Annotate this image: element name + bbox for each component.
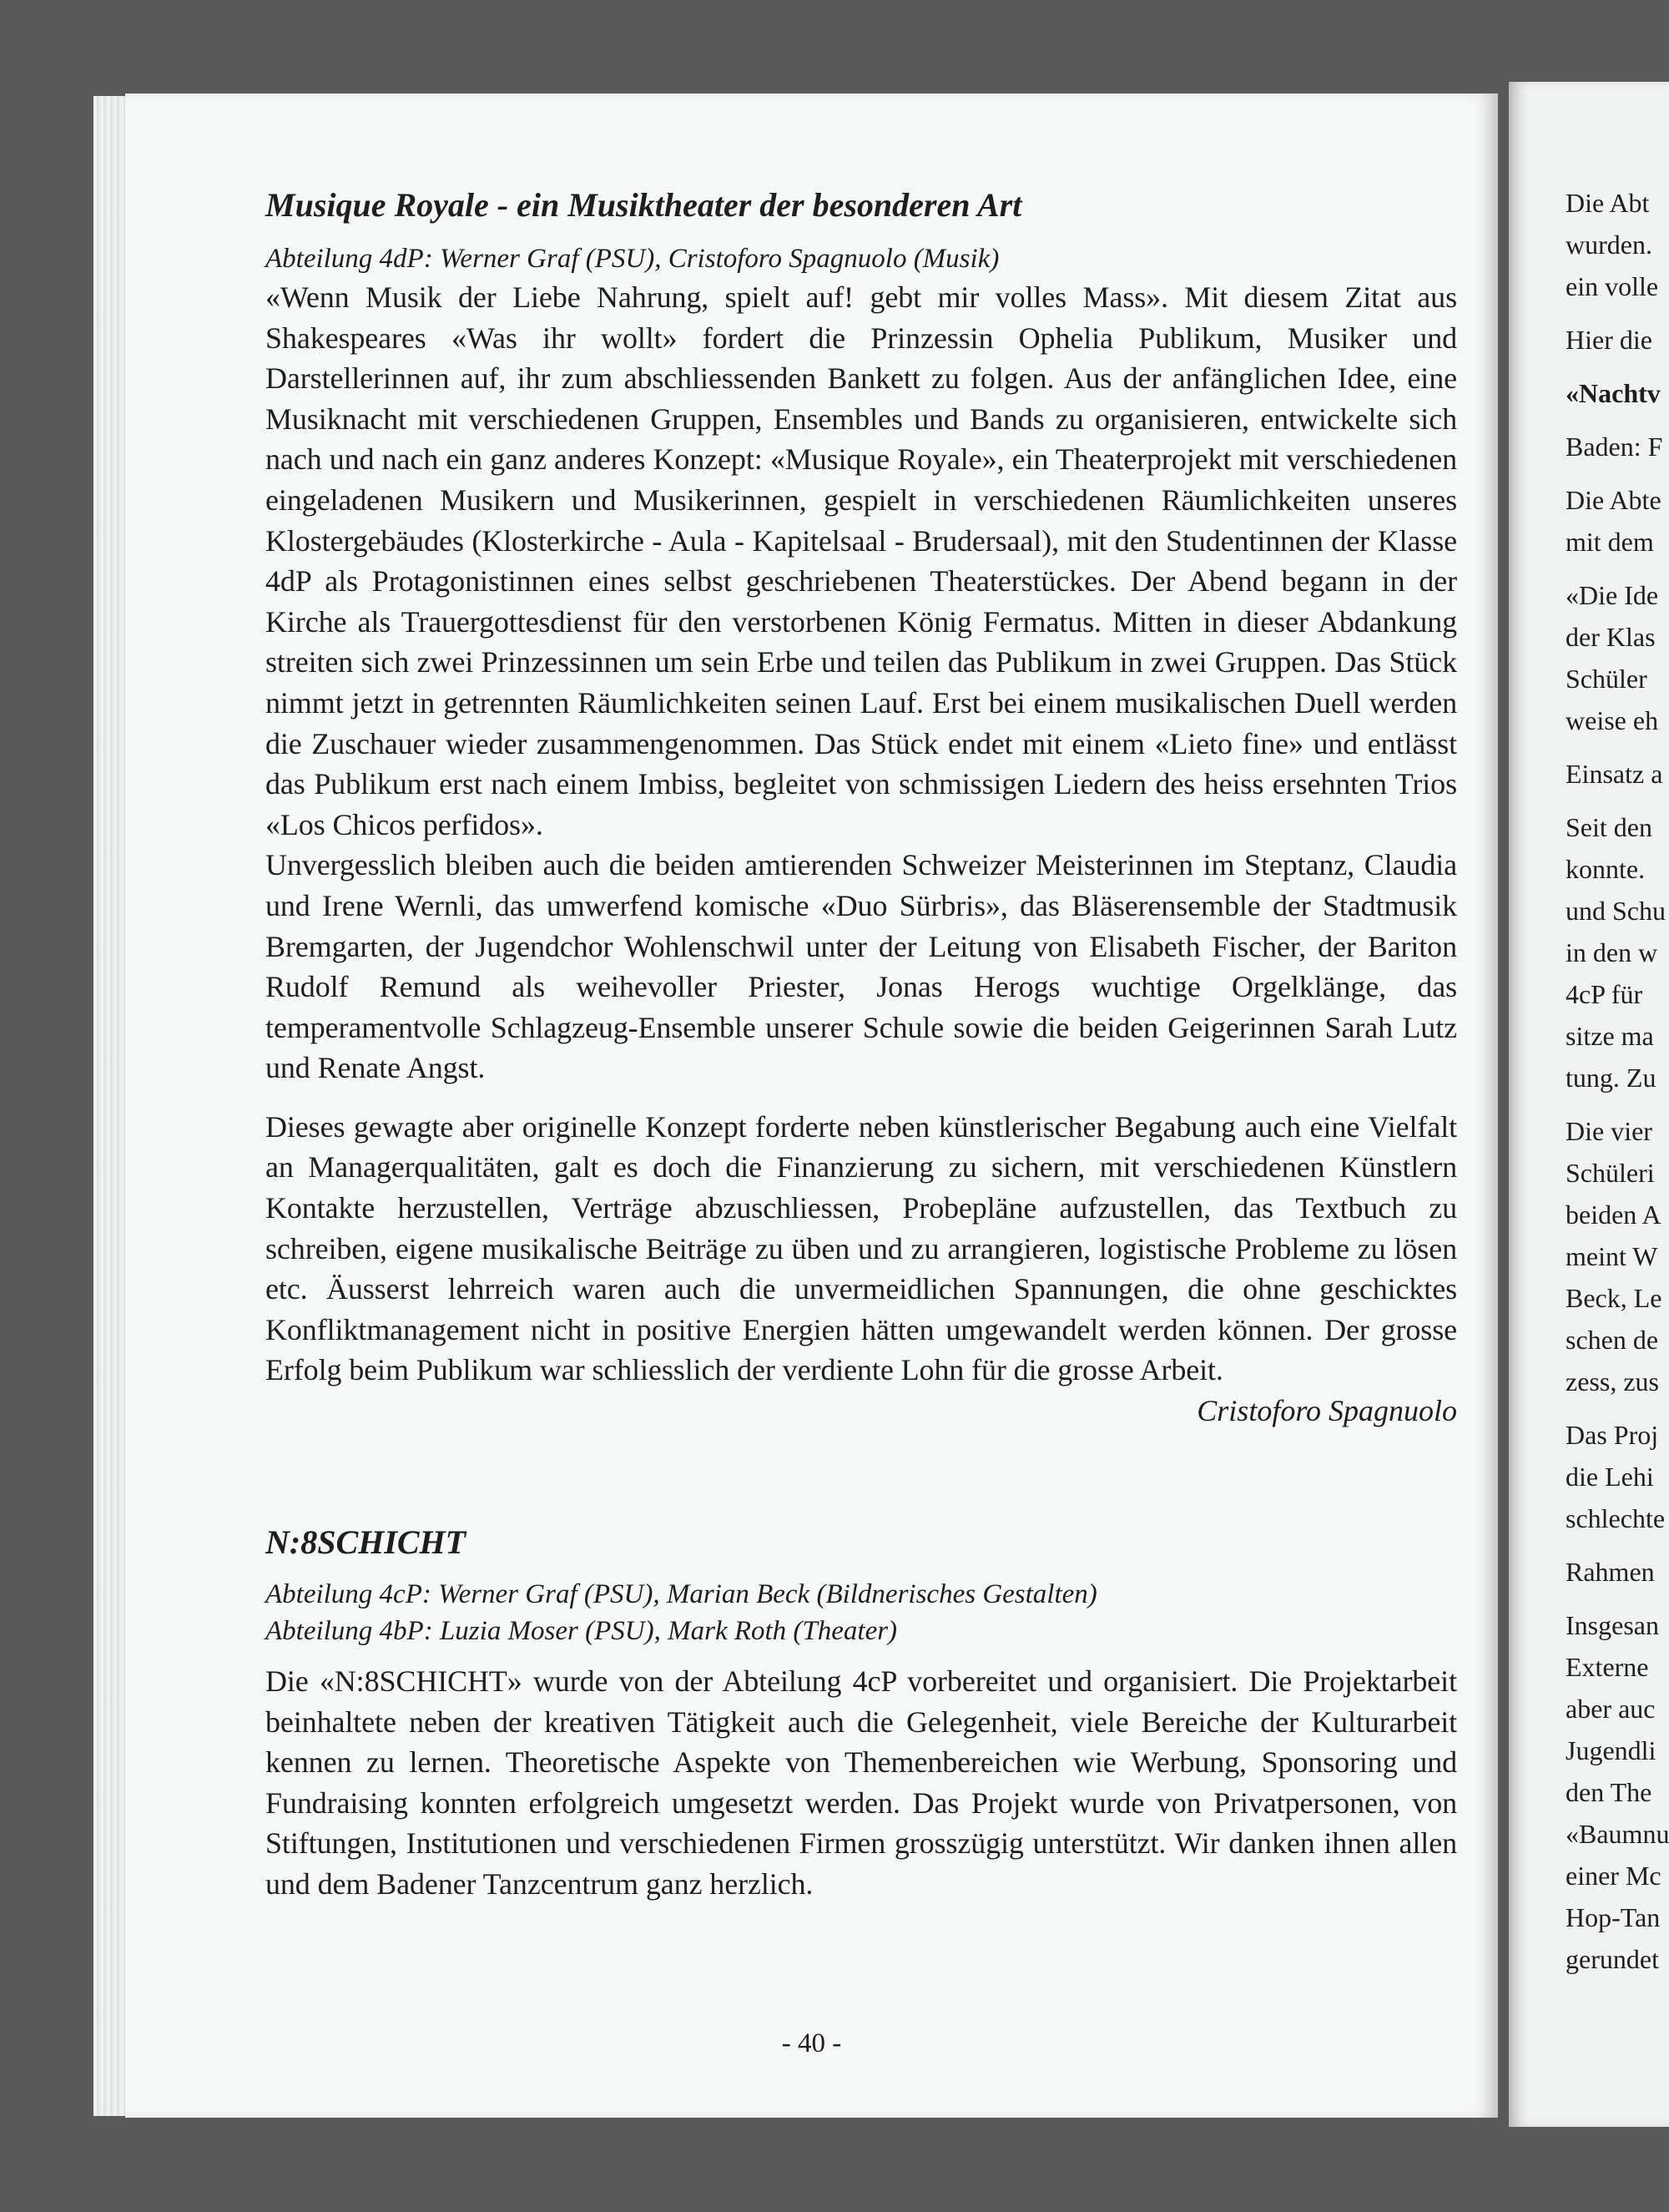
article-title: N:8SCHICHT [265, 1523, 466, 1562]
paragraph: Die «N:8SCHICHT» wurde von der Abteilung 4cP vorbereitet und organisiert. Die Projektarbeit beinhaltete neben der kreativen Tätigkeit auch die Gelegenheit, viele Bereiche der Kulturarbeit kennen zu lernen. Theoretische Aspekte von Themenbereichen wie Werbung, Sponsoring und Fundraising konnten erfolgreich umgesetzt werden. Das Projekt wurde von Privatpersonen, von Stiftungen, Institutionen und verschiedenen Firmen grosszügig unterstützt. Wir danken ihnen allen und dem Badener Tanzcentrum ganz herzlich. [265, 1664, 1457, 1901]
text-fragment: schen de [1566, 1325, 1659, 1355]
text-fragment: Schüleri [1566, 1158, 1655, 1188]
article-column [265, 185, 1457, 1905]
text-fragment: tung. Zu [1566, 1063, 1656, 1093]
text-fragment: meint W [1566, 1241, 1658, 1271]
text-fragment: Die Abte [1566, 485, 1661, 515]
text-fragment: aber auc [1566, 1694, 1656, 1724]
author-signature: Cristoforo Spagnuolo [1197, 1394, 1457, 1428]
text-fragment: konnte. [1566, 854, 1646, 884]
text-fragment: gerundet [1566, 1944, 1659, 1974]
text-fragment: beiden A [1566, 1199, 1661, 1230]
text-fragment: zess, zus [1566, 1366, 1659, 1396]
text-fragment: die Lehi [1566, 1462, 1654, 1492]
text-fragment: und Schu [1566, 896, 1666, 926]
text-fragment: sitze ma [1566, 1021, 1654, 1051]
text-fragment: einer Mc [1566, 1861, 1661, 1891]
paragraph: «Wenn Musik der Liebe Nahrung, spielt auf! gebt mir volles Mass». Mit diesem Zitat aus Shakespeares «Was ihr wollt» fordert die Prinzessin Ophelia Publikum, Musiker und Darstellerinnen auf, ihr zum abschliessenden Bankett zu folgen. Aus der anfänglichen Idee, eine Musiknacht mit verschiedenen Gruppen, Ensembles und Bands zu organisieren, entwickelte sich nach und nach ein ganz anderes Konzept: «Musique Royale», ein Theaterprojekt mit verschiedenen eingeladenen Musikern und Musikerinnen, gespielt in verschiedenen Räumlichkeiten unseres Klostergebäudes (Klosterkirche - Aula - Kapitelsaal - Brudersaal), mit den Studentinnen der Klasse 4dP als Protagonistinnen eines selbst geschriebenen Theaterstückes. Der Abend begann in der Kirche als Trauergottesdienst für den verstorbenen König Fermatus. Mitten in dieser Abdankung streiten sich zwei Prinzessinnen um sein Erbe und teilen das Publikum in zwei Gruppen. Das Stück nimmt jetzt in getrennten Räumlichkeiten seinen Lauf. Erst bei einem musikalischen Duell werden die Zuschauer wieder zusammengenommen. Das Stück endet mit einem «Lieto fine» und entlässt das Publikum erst nach einem Imbiss, begleitet von schmissigen Liedern des heiss ersehnten Trios «Los Chicos perfidos». [265, 280, 1457, 841]
text-fragment: Externe [1566, 1652, 1649, 1682]
text-fragment: Jugendli [1566, 1735, 1656, 1765]
paragraph: Unvergesslich bleiben auch die beiden amtierenden Schweizer Meisterinnen im Steptanz, Claudia und Irene Wernli, das umwerfend komische «Duo Sürbris», das Bläserensemble der Stadtmusik Bremgarten, der Jugendchor Wohlenschwil unter der Leitung von Elisabeth Fischer, der Bariton Rudolf Remund als weihevoller Priester, Jonas Herogs wuchtige Orgelklänge, das temperamentvolle Schlagzeug-Ensemble unserer Schule sowie die beiden Geigerinnen Sarah Lutz und Renate Angst. [265, 848, 1457, 1085]
article-byline: Abteilung 4dP: Werner Graf (PSU), Cristoforo Spagnuolo (Musik) [265, 244, 1000, 274]
text-fragment: «Nachtv [1566, 378, 1661, 408]
text-fragment: schlechte [1566, 1503, 1666, 1533]
text-fragment: «Baumnu [1566, 1819, 1669, 1849]
text-fragment: Baden: F [1566, 432, 1663, 462]
text-fragment: wurden. [1566, 230, 1652, 260]
text-fragment: Die Abt [1566, 188, 1650, 218]
article-byline: Abteilung 4bP: Luzia Moser (PSU), Mark Roth (Theater) [265, 1616, 898, 1647]
paragraph: Dieses gewagte aber originelle Konzept forderte neben künstlerischer Begabung auch eine Vielfalt an Managerqualitäten, galt es doch die Finanzierung zu sichern, mit verschiedenen Künstlern Kontakte herzustellen, Verträge abzuschliessen, Probepläne aufzustellen, das Textbuch zu schreiben, eigene musikalische Beiträge zu üben und zu arrangieren, logistische Probleme zu lösen etc. Äusserst lehrreich waren auch die unvermeidlichen Spannungen, die ohne geschicktes Konfliktmanagement nicht in positive Energien hätten umgewandelt werden können. Der grosse Erfolg beim Publikum war schliesslich der verdiente Lohn für die grosse Arbeit. [265, 1109, 1457, 1387]
text-fragment: weise eh [1566, 705, 1659, 735]
text-fragment: Hier die [1566, 325, 1652, 355]
text-fragment: mit dem [1566, 527, 1654, 557]
text-fragment: 4cP für [1566, 979, 1643, 1009]
text-fragment: Einsatz a [1566, 759, 1663, 789]
text-fragment: Die vier [1566, 1116, 1652, 1146]
text-fragment: Insgesan [1566, 1610, 1659, 1640]
text-fragment: «Die Ide [1566, 580, 1659, 610]
text-fragment: in den w [1566, 937, 1658, 967]
right-page-text [1566, 182, 1669, 1980]
text-fragment: Das Proj [1566, 1420, 1659, 1450]
text-fragment: Seit den [1566, 812, 1652, 842]
page-number: - 40 - [781, 2028, 842, 2058]
text-fragment: Rahmen [1566, 1557, 1655, 1587]
article-byline: Abteilung 4cP: Werner Graf (PSU), Marian Beck (Bildnerisches Gestalten) [265, 1579, 1097, 1610]
text-fragment: Hop-Tan [1566, 1902, 1661, 1932]
text-fragment: den The [1566, 1777, 1652, 1807]
text-fragment: Beck, Le [1566, 1283, 1662, 1313]
text-fragment: Schüler [1566, 664, 1647, 694]
text-fragment: der Klas [1566, 622, 1656, 652]
text-fragment: ein volle [1566, 271, 1659, 301]
article-title: Musique Royale - ein Musiktheater der besonderen Art [265, 186, 1022, 224]
